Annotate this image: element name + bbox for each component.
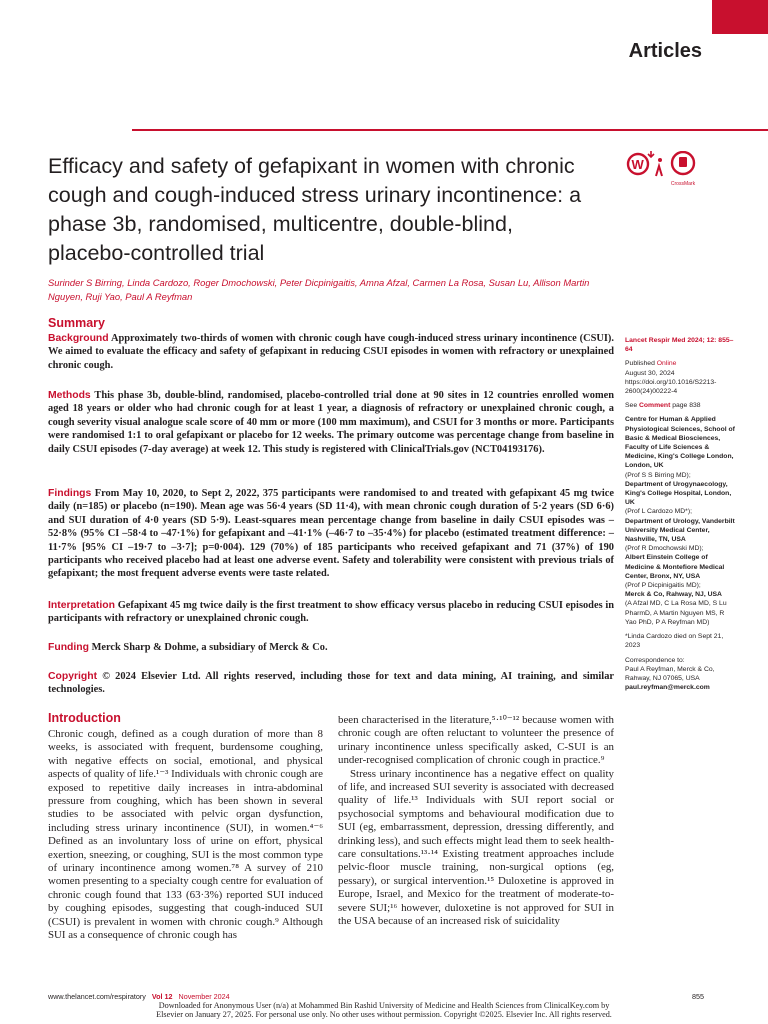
- correspondence-label: Correspondence to:: [625, 656, 685, 664]
- affiliation: Albert Einstein College of Medicine & Montefiore Medical Center, Bronx, NY, USA (Prof P Dicpinigaitis MD);: [625, 554, 725, 590]
- footer-volume: Vol 12: [151, 992, 173, 1001]
- copyright-label: Copyright: [48, 671, 98, 682]
- findings-paragraph: [48, 487, 614, 581]
- doi-link[interactable]: https://doi.org/10.1016/S2213-2600(24)00222-4: [625, 378, 717, 396]
- article-sidebar: [625, 336, 737, 692]
- body-column-left: [48, 728, 323, 943]
- findings-label: Findings: [48, 488, 92, 499]
- correspondence-address: Paul A Reyfman, Merck & Co, Rahway, NJ 07065, USA: [625, 665, 715, 682]
- affiliation: Department of Urogynaecology, King's College Hospital, London, UK (Prof L Cardozo MD*);: [625, 480, 732, 516]
- background-paragraph: [48, 332, 614, 372]
- corner-accent-bar: [712, 0, 768, 34]
- page-number: 855: [692, 992, 704, 1001]
- interpretation-label: Interpretation: [48, 600, 115, 611]
- copyright-text: © 2024 Elsevier Ltd. All rights reserved, including those for text and data mining, AI training, and similar technologies.: [48, 671, 614, 696]
- body-paragraph: been characterised in the literature,⁵·¹⁰⁻¹² because women with chronic cough are often reluctant to volunteer the presence of urinary incontinence unless specifically asked, C-SUI is an under-recognised complication of chronic cough in practice.⁹: [338, 714, 614, 767]
- affiliation: Department of Urology, Vanderbilt University Medical Center, Nashville, TN, USA (Prof R Dmochowski MD);: [625, 517, 735, 553]
- download-line: Elsevier on January 27, 2025. For personal use only. No other uses without permission. Copyright ©2025. Elsevier Inc. All rights reserved.: [156, 1010, 612, 1020]
- affiliation: Centre for Human & Applied Physiological Sciences, School of Basic & Medical Biosciences, Faculty of Life Sciences & Medicine, King's College London, London, UK (Prof S S Birring MD);: [625, 416, 735, 479]
- crossmark-icon: [668, 151, 698, 177]
- deceased-note: *Linda Cardozo died on Sept 21, 2023: [625, 633, 724, 650]
- header-rule: [132, 129, 768, 131]
- crossmark-badge[interactable]: [668, 151, 698, 187]
- published-online-link[interactable]: Online: [656, 360, 677, 368]
- background-text: Approximately two-thirds of women with chronic cough have cough-induced stress urinary incontinence (CSUI). We aimed to evaluate the efficacy and safety of gefapixant in reducing CSUI episodes in women with refractory or unexplained chronic cough.: [48, 333, 614, 371]
- body-paragraph: Chronic cough, defined as a cough duration of more than 8 weeks, is associated with frequent, burdensome coughing, with negative effects on social, emotional, and physical aspects of quality of life.¹⁻³ Individuals with chronic cough are exposed to repetitive daily increases in intra-abdominal pressure from coughing, which has been shown in several studies to be associated with pelvic organ dysfunction, including stress urinary incontinence (SUI), in women.⁴⁻⁶ Defined as an involuntary loss of urine on effort, physical exertion, sneezing, or coughing, SUI is the most common type of urinary incontinence among women.⁷⁸ A survey of 210 women presenting to a specialty cough centre for evaluation of chronic cough found that 133 (63·3%) reported SUI induced by coughing episodes, suggesting that cough-induced SUI (CSUI) is prevalent in women with chronic cough.⁹ Although SUI as a consequence of chronic cough has: [48, 728, 323, 942]
- interpretation-text: Gefapixant 45 mg twice daily is the first treatment to show efficacy versus placebo in reducing CSUI episodes in participants with refractory or unexplained chronic cough.: [48, 600, 614, 625]
- download-notice: [0, 1001, 768, 1020]
- footer-website[interactable]: www.thelancet.com/respiratory: [48, 992, 146, 1001]
- funding-text: Merck Sharp & Dohme, a subsidiary of Merck & Co.: [91, 642, 328, 653]
- body-paragraph: Stress urinary incontinence has a negative effect on quality of life, and increased SUI severity is associated with decreased quality of life.¹³ Individuals with SUI report social or psychosocial symptoms and behavioural modification due to SUI (eg, embarrassment, depression, dressing differently, and drinking less), and such effects might lead them to seek health-care consultations.¹³·¹⁴ Existing treatment approaches include pelvic-floor muscle training, non-surgical options (eg, pessary), or surgical intervention.¹⁵ Duloxetine is approved in Europe, Israel, and Mexico for the treatment of moderate-to-severe SUI;¹⁶ however, duloxetine is not approved for SUI in the USA because of an increased risk of suicidality: [338, 767, 614, 928]
- svg-text:W: W: [631, 157, 644, 172]
- download-line: Downloaded for Anonymous User (n/a) at Mohammed Bin Rashid University of Medicine and Health Sciences from ClinicalKey.com by: [158, 1001, 610, 1010]
- findings-text: From May 10, 2020, to Sept 2, 2022, 375 participants were randomised to and treated with gefapixant 45 mg twice daily (n=185) or placebo (n=190). Mean age was 56·4 years (SD 11·4), with mean chronic cough duration of 5·2 years (SD 6·6) and SUI duration of 4·0 years (SD 5·9). Least-squares mean percentage change from baseline in daily CSUI episodes was –52·8% (95% CI –58·4 to –47·1%) for gefapixant and –41·1% (–46·7 to –35·4%) for placebo (estimated treatment difference: –11·7% [95% CI –19·7 to –3·7]; p=0·004). 129 (70%) of 185 participants who received gefapixant and 71 (37%) of 190 participants who received placebo had at least one adverse event. Safety and tolerability were consistent with previous trials of gefapixant; the most frequent adverse events were taste related.: [48, 488, 614, 580]
- email-link[interactable]: paul.reyfman@merck.com: [625, 684, 710, 692]
- methods-label: Methods: [48, 390, 91, 401]
- author-list: Surinder S Birring, Linda Cardozo, Roger Dmochowski, Peter Dicpinigaitis, Amna Afzal, Carmen La Rosa, Susan Lu, Allison Martin Nguyen, Ruji Yao, Paul A Reyfman: [48, 277, 590, 302]
- published-line: Published Online: [625, 360, 677, 368]
- methods-paragraph: [48, 389, 614, 456]
- interpretation-paragraph: [48, 599, 614, 626]
- journal-citation: Lancet Respir Med 2024; 12: 855–64: [625, 337, 734, 354]
- published-date: August 30, 2024: [625, 369, 675, 377]
- methods-text: This phase 3b, double-blind, randomised, placebo-controlled trial done at 90 sites in 12 countries enrolled women aged 18 years or older who had chronic cough for at least 1 year, a diagnosis of refractory or unexplained chronic cough, a cough severity visual analogue scale score of 40 mm or more (100 mm maximum), and CSUI for 3 months or more. Participants were randomised 1:1 to oral gefapixant or placebo for 12 weeks. The primary outcome was percentage change from baseline in daily CSUI episodes (7-day average) at week 12. This study is registered with ClinicalTrials.gov (NCT04193176).: [48, 390, 614, 455]
- introduction-heading: Introduction: [48, 711, 121, 725]
- article-title: Efficacy and safety of gefapixant in women with chronic cough and cough-induced stress urinary incontinence: a phase 3b, randomised, multicentre, double-blind, placebo-controlled trial: [48, 154, 582, 265]
- summary-heading: Summary: [48, 316, 105, 330]
- body-column-right: [338, 714, 614, 929]
- copyright-paragraph: [48, 670, 614, 697]
- funding-label: Funding: [48, 642, 89, 653]
- footer-date: November 2024: [178, 992, 230, 1001]
- footer-journal: [48, 992, 230, 1001]
- funding-paragraph: [48, 641, 614, 654]
- comment-reference: See Comment page 838: [625, 402, 701, 410]
- comment-link[interactable]: Comment: [638, 402, 671, 410]
- background-label: Background: [48, 333, 109, 344]
- crossmark-label: CrossMark: [670, 181, 696, 187]
- section-label: Articles: [628, 40, 702, 62]
- affiliation: Merck & Co, Rahway, NJ, USA (A Afzal MD, C La Rosa MD, S Lu PharmD, A Martin Nguyen MS, R Yao PhD, P A Reyfman MD): [625, 591, 727, 626]
